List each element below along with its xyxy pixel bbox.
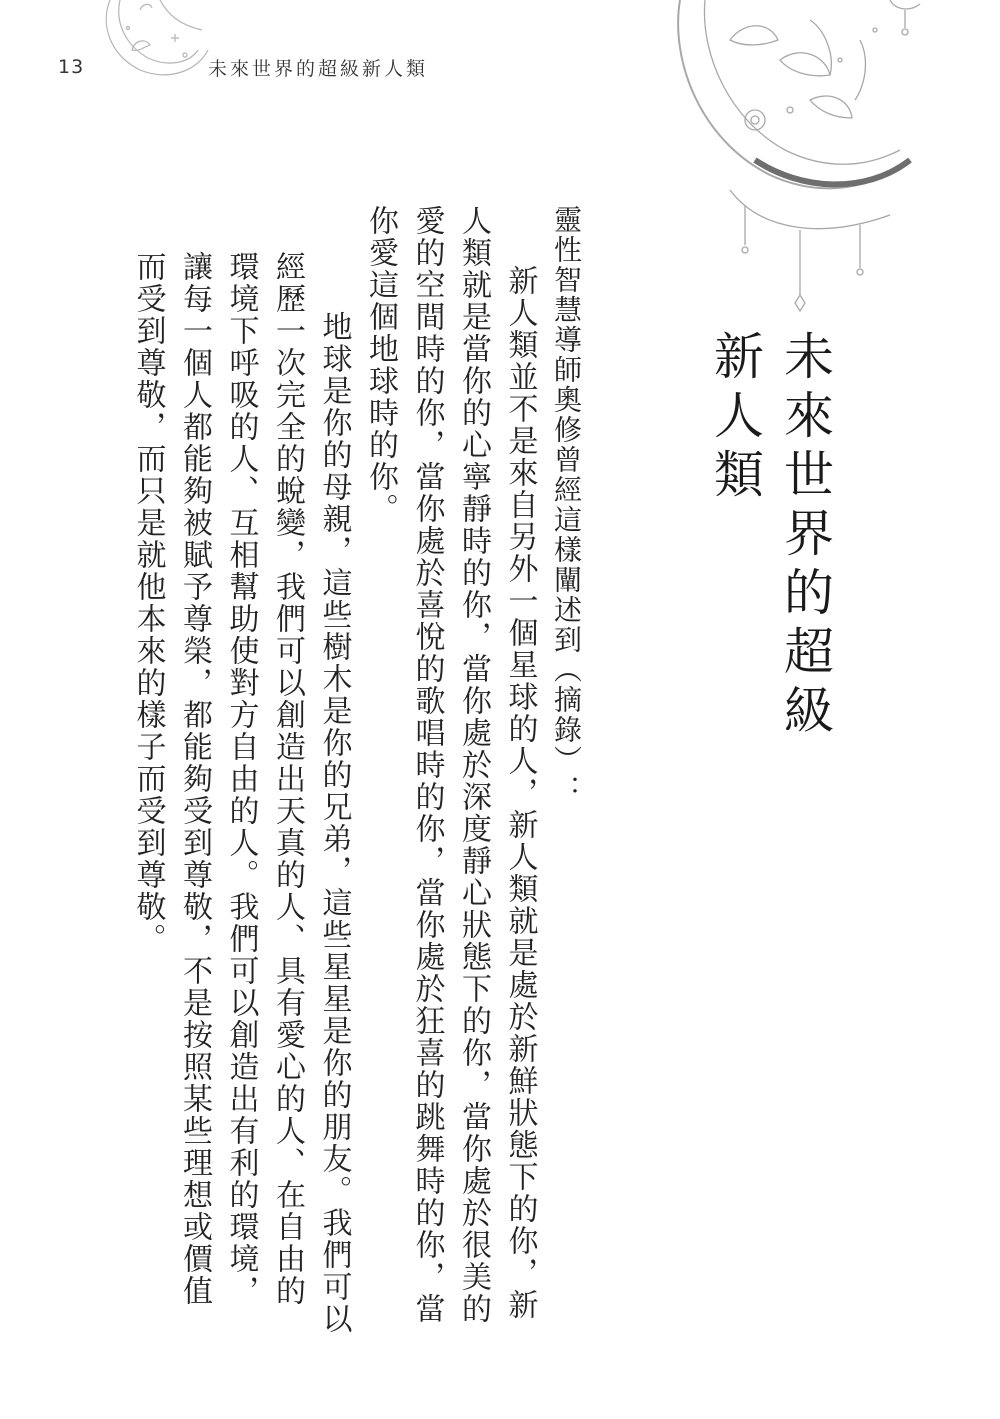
running-header-title: 未來世界的超級新人類 [208,57,429,80]
floral-crescent-moon-icon [660,0,930,320]
chapter-title: 未來世界的超級新人類 [706,330,834,743]
intro-line: 靈性智慧導師奧修曾經這樣闡述到（摘錄）： [550,205,583,805]
body-text [130,205,645,1335]
paragraph-1: 新人類並不是來自另外一個星球的人，新人類就是處於新鮮狀態下的你，新人類就是當你的心寧靜時的你，當你處於深度靜心狀態下的你，當你處於很美的愛的空間時的你，當你處於喜悅的歌唱時的你，當你處於狂喜的跳舞時的你，當你愛這個地球時的你。 [363,205,538,1325]
paragraph-2: 地球是你的母親，這些樹木是你的兄弟，這些星星是你的朋友。我們可以經歷一次完全的蛻變，我們可以創造出天真的人、具有愛心的人、在自由的環境下呼吸的人、互相幫助使對方自由的人。我們可以創造出有利的環境，讓每一個人都能夠被賦予尊榮，都能夠受到尊敬，不是按照某些理想或價值而受到尊敬，而只是就他本來的樣子而受到尊敬。 [130,251,352,1335]
running-header [58,52,428,82]
page-number: 13 [58,56,85,78]
